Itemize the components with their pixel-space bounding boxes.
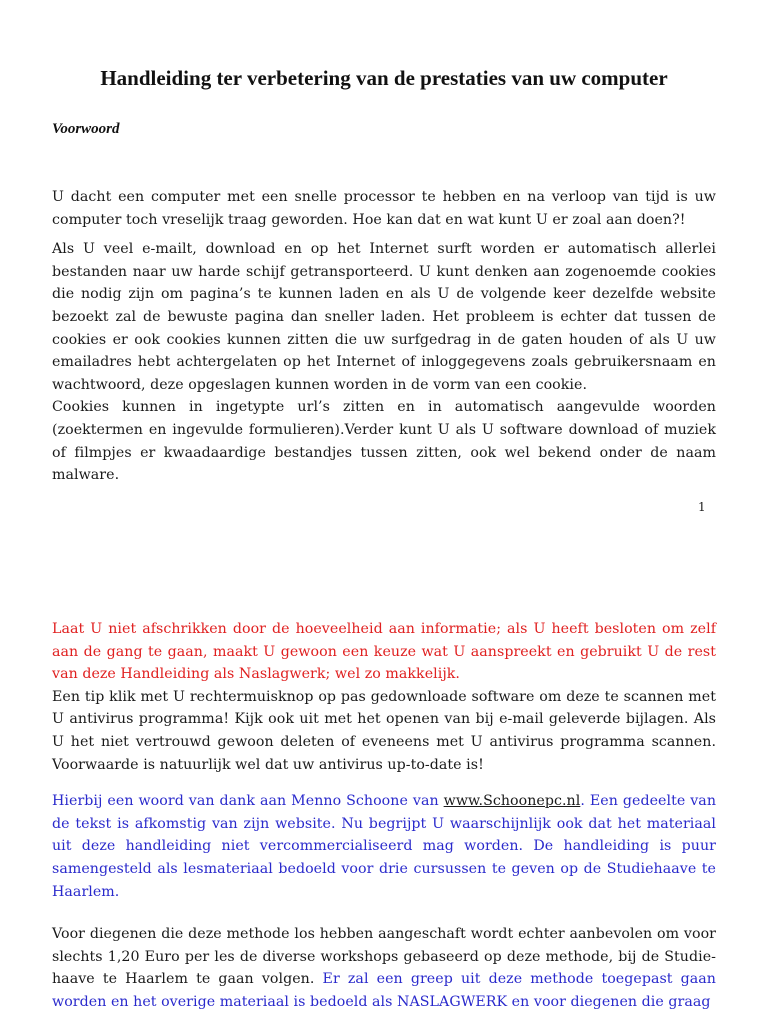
paragraph-cookies: Als U veel e-mailt, download en op het Internet surft worden er automatisch allerlei bestanden naar uw harde schijf getransporteerd. U kunt denken aan zogenoemde cookies die nodig zijn om pagina’s te kunnen laden en als U de volgende keer dezelfde website bezoekt zal de bewuste pagina dan sneller laden. Het probleem is echter dat tussen de cookies er ook cookies kunnen zitten die uw surfgedrag in de gaten houden of als U uw emailadres hebt achtergelaten op het Internet of inloggegevens zoals gebruikersnaam en wachtwoord, deze opgeslagen kunnen worden in de vorm van een cookie. [52,241,716,393]
paragraph-thanks [52,790,716,903]
second-page-block [52,618,716,1014]
paragraph-workshops [52,923,716,1013]
page-number: 1 [698,500,706,514]
section-heading: Voorwoord [52,121,120,137]
paragraph-warning [52,618,716,776]
document-title: Handleiding ter verbetering van de prestaties van uw computer [100,66,668,90]
tip-text: Een tip klik met U rechtermuisknop op pas gedownloade software om deze te scannen met U antivirus programma! Kijk ook uit met het openen van bij e-mail geleverde bijlagen. Als U het niet vertrouwd gewoon deleten of eveneens met U antivirus programma scannen. Voorwaarde is natuurlijk wel dat uw antivirus up-to-date is! [52,688,716,773]
workshops-blue-text: Er zal een greep uit deze methode toegepast gaan worden en het overige materiaal is bedoeld als NASLAGWERK en voor diegenen die graag [52,971,716,1010]
paragraph-cookies-urls: Cookies kunnen in ingetypte url’s zitten en in automatisch aangevulde woorden (zoektermen en ingevulde formulieren).Verder kunt U als U software download of muziek of filmpjes er kwaadaardige bestandjes tussen zitten, ook wel bekend onder de naam malware. [52,399,716,484]
workshops-text: Voor diegenen die deze methode los hebben aangeschaft wordt echter aanbevolen om voor slechts 1,20 Euro per les de diverse workshops gebaseerd op deze methode, bij de Studie-haave te Haarlem te gaan volgen. [52,926,716,988]
thanks-text-end: . Een gedeelte van de tekst is afkomstig van zijn website. Nu begrijpt U waarschijnlijk ook dat het materiaal uit deze handleiding niet vercommercialiseerd mag worden. De handleiding is puur samengesteld als lesmateriaal bedoeld voor drie cursussen te geven op de Studiehaave te Haarlem. [52,793,717,900]
paragraph-intro: U dacht een computer met een snelle processor te hebben en na verloop van tijd is uw computer toch vreselijk traag geworden. Hoe kan dat en wat kunt U er zoal aan doen?! [52,189,716,228]
warning-red-text: Laat U niet afschrikken door de hoeveelheid aan informatie; als U heeft besloten om zelf aan de gang te gaan, maakt U gewoon een keuze wat U aanspreekt en gebruikt U de rest van deze Handleiding als Naslagwerk; wel zo makkelijk. [52,621,716,683]
intro-block [52,186,716,487]
schoonepc-link[interactable]: www.Schoonepc.nl [443,793,581,810]
thanks-text-start: Hierbij een woord van dank aan Menno Schoone van [52,793,444,810]
